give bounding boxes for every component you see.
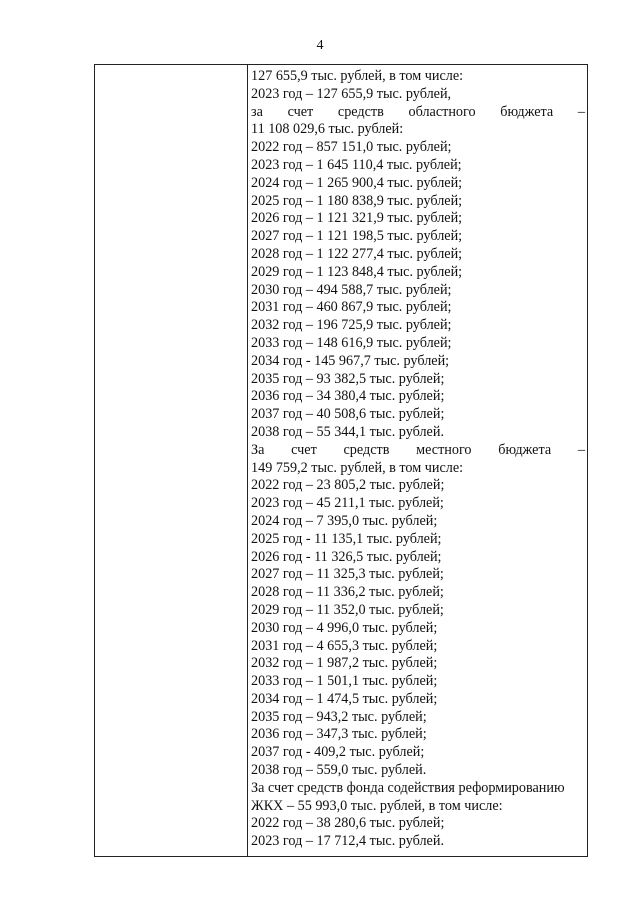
text-line: 2030 год – 494 588,7 тыс. рублей; <box>251 281 452 298</box>
financing-cell <box>251 68 585 851</box>
text-line: 2033 год – 148 616,9 тыс. рублей; <box>251 334 452 351</box>
text-line: 2028 год – 1 122 277,4 тыс. рублей; <box>251 245 463 262</box>
text-line: 2022 год – 857 151,0 тыс. рублей; <box>251 139 452 156</box>
text-line: 2026 год - 11 326,5 тыс. рублей; <box>251 548 442 565</box>
text-line: 2022 год – 23 805,2 тыс. рублей; <box>251 477 445 494</box>
text-line: 2026 год – 1 121 321,9 тыс. рублей; <box>251 210 463 227</box>
text-line: 2027 год – 1 121 198,5 тыс. рублей; <box>251 228 463 245</box>
text-line: ЖКХ – 55 993,0 тыс. рублей, в том числе: <box>251 797 503 814</box>
text-line: 127 655,9 тыс. рублей, в том числе: <box>251 68 464 84</box>
text-line: 2036 год – 34 380,4 тыс. рублей; <box>251 388 445 405</box>
text-line: 2031 год – 4 655,3 тыс. рублей; <box>251 637 438 654</box>
text-line: 11 108 029,6 тыс. рублей: <box>251 121 404 138</box>
text-line: 2025 год – 1 180 838,9 тыс. рублей; <box>251 192 463 209</box>
text-line: 2035 год – 943,2 тыс. рублей; <box>251 708 427 725</box>
financing-table <box>94 64 588 857</box>
text-line: 2037 год - 409,2 тыс. рублей; <box>251 744 425 761</box>
text-line: 2033 год – 1 501,1 тыс. рублей; <box>251 673 438 690</box>
text-line: 2023 год – 1 645 110,4 тыс. рублей; <box>251 156 462 173</box>
text-line: 149 759,2 тыс. рублей, в том числе: <box>251 459 464 476</box>
text-line: 2025 год - 11 135,1 тыс. рублей; <box>251 530 442 547</box>
text-line: 2029 год – 11 352,0 тыс. рублей; <box>251 601 444 618</box>
text-line: 2023 год – 45 211,1 тыс. рублей; <box>251 495 444 512</box>
text-line: 2035 год – 93 382,5 тыс. рублей; <box>251 370 445 387</box>
text-line: 2034 год - 145 967,7 тыс. рублей; <box>251 352 450 369</box>
text-line: 2032 год – 1 987,2 тыс. рублей; <box>251 655 438 672</box>
text-line: 2029 год – 1 123 848,4 тыс. рублей; <box>251 263 463 280</box>
text-line: 2036 год – 347,3 тыс. рублей; <box>251 726 427 743</box>
text-line: За счет средств фонда содействия реформированию <box>251 779 565 796</box>
text-line: 2024 год – 7 395,0 тыс. рублей; <box>251 512 438 529</box>
text-line: 2031 год – 460 867,9 тыс. рублей; <box>251 299 452 316</box>
text-line: 2023 год – 127 655,9 тыс. рублей, <box>251 85 452 102</box>
text-line: 2038 год – 559,0 тыс. рублей. <box>251 762 427 779</box>
page-number: 4 <box>316 38 324 53</box>
text-line: 2023 год – 17 712,4 тыс. рублей. <box>251 833 444 850</box>
regional-budget-heading: за счет средств областного бюджета – <box>251 103 585 120</box>
text-line: 2022 год – 38 280,6 тыс. рублей; <box>251 815 445 832</box>
column-divider <box>247 65 248 856</box>
text-line: 2024 год – 1 265 900,4 тыс. рублей; <box>251 174 463 191</box>
text-line: 2034 год – 1 474,5 тыс. рублей; <box>251 690 438 707</box>
text-line: 2037 год – 40 508,6 тыс. рублей; <box>251 406 445 423</box>
local-budget-heading: За счет средств местного бюджета – <box>251 441 585 458</box>
text-line: 2032 год – 196 725,9 тыс. рублей; <box>251 317 452 334</box>
text-line: 2030 год – 4 996,0 тыс. рублей; <box>251 619 438 636</box>
text-line: 2038 год – 55 344,1 тыс. рублей. <box>251 423 444 440</box>
text-line: 2028 год – 11 336,2 тыс. рублей; <box>251 584 444 601</box>
text-line: 2027 год – 11 325,3 тыс. рублей; <box>251 566 444 583</box>
